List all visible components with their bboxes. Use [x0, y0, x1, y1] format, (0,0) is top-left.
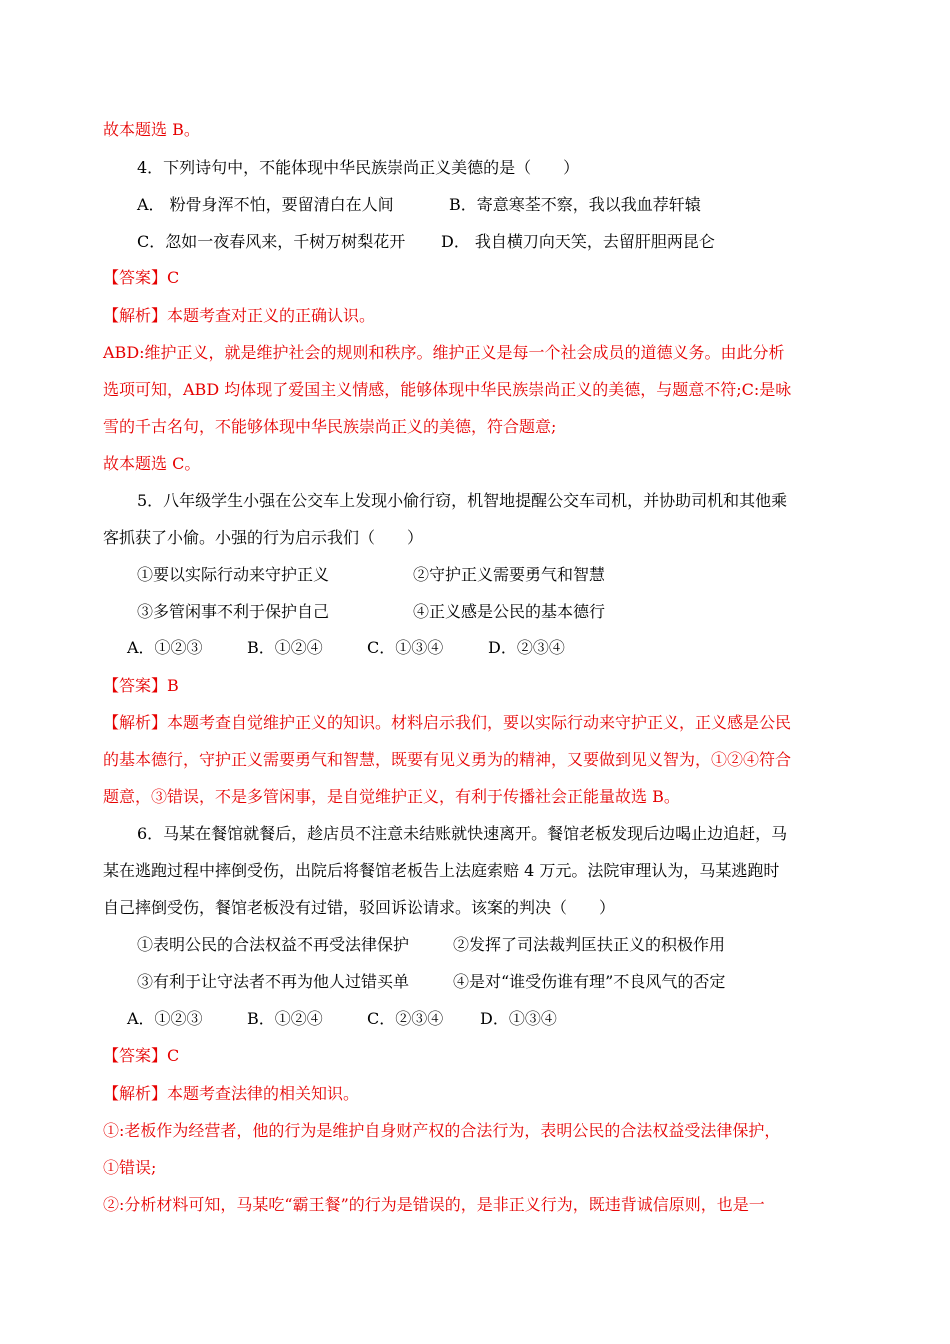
q4-answer: 【答案】C [103, 268, 180, 287]
q5-statement-3: ③多管闲事不利于保护自己 [137, 602, 330, 621]
q5-stem-line-1: 5．八年级学生小强在公交车上发现小偷行窃，机智地提醒公交车司机，并协助司机和其他乘 [137, 491, 788, 510]
q6-stem-line-1: 6．马某在餐馆就餐后，趁店员不注意未结账就快速离开。餐馆老板发现后边喝止边追赶，马 [137, 824, 788, 843]
q5-statement-2: ②守护正义需要勇气和智慧 [413, 565, 606, 584]
q6-statement-3: ③有利于让守法者不再为他人过错买单 [137, 972, 410, 991]
q5-statement-1: ①要以实际行动来守护正义 [137, 565, 330, 584]
q5-analysis-line-1: 【解析】本题考查自觉维护正义的知识。材料启示我们，要以实际行动来守护正义，正义感是公民 [103, 713, 792, 732]
q5-stem-line-2: 客抓获了小偷。小强的行为启示我们（ ） [103, 528, 424, 547]
q6-analysis-line-3: ②:分析材料可知，马某吃“霸王餐”的行为是错误的，是非正义行为，既违背诚信原则，也是一 [103, 1195, 765, 1214]
q4-analysis-line-1: ABD:维护正义，就是维护社会的规则和秩序。维护正义是每一个社会成员的道德义务。由此分析 [103, 343, 785, 362]
q6-statement-4: ④是对“谁受伤谁有理”不良风气的否定 [453, 972, 726, 991]
q5-analysis-line-2: 的基本德行，守护正义需要勇气和智慧，既要有见义勇为的精神，又要做到见义智为，①②④符合 [103, 750, 792, 769]
q4-analysis-heading: 【解析】本题考查对正义的正确认识。 [103, 306, 376, 325]
q4-analysis-line-3: 雪的千古名句，不能够体现中华民族崇尚正义的美德，符合题意; [103, 417, 557, 436]
q6-analysis-line-2: ①错误; [103, 1158, 157, 1177]
previous-conclusion: 故本题选 B。 [103, 120, 200, 139]
q6-stem-line-2: 某在逃跑过程中摔倒受伤，出院后将餐馆老板告上法庭索赔 4 万元。法院审理认为，马某逃跑时 [103, 861, 780, 880]
q6-statement-2: ②发挥了司法裁判匡扶正义的积极作用 [453, 935, 726, 954]
q4-analysis-line-2: 选项可知，ABD 均体现了爱国主义情感，能够体现中华民族崇尚正义的美德，与题意不符;C:是咏 [103, 380, 792, 399]
q5-option-a: A．①②③ [127, 638, 203, 657]
q6-analysis-line-1: ①:老板作为经营者，他的行为是维护自身财产权的合法行为，表明公民的合法权益受法律保护， [103, 1121, 781, 1140]
q5-option-b: B．①②④ [247, 638, 323, 657]
q6-analysis-heading: 【解析】本题考查法律的相关知识。 [103, 1084, 360, 1103]
q6-stem-line-3: 自己摔倒受伤，餐馆老板没有过错，驳回诉讼请求。该案的判决（ ） [103, 898, 616, 917]
q6-option-c: C．②③④ [367, 1009, 444, 1028]
q4-conclusion: 故本题选 C。 [103, 454, 201, 473]
q5-statement-4: ④正义感是公民的基本德行 [413, 602, 606, 621]
q6-statement-1: ①表明公民的合法权益不再受法律保护 [137, 935, 410, 954]
q5-option-c: C．①③④ [367, 638, 444, 657]
q4-option-a: A． 粉骨身浑不怕，要留清白在人间 [137, 195, 394, 214]
q4-option-d: D． 我自横刀向天笑，去留肝胆两昆仑 [441, 232, 715, 251]
q6-option-a: A．①②③ [127, 1009, 203, 1028]
q6-option-d: D．①③④ [480, 1009, 557, 1028]
q4-option-c: C．忽如一夜春风来，千树万树梨花开 [137, 232, 406, 251]
q6-option-b: B．①②④ [247, 1009, 323, 1028]
q4-option-b: B．寄意寒荃不察，我以我血荐轩辕 [449, 195, 701, 214]
q5-answer: 【答案】B [103, 676, 179, 695]
q5-analysis-line-3: 题意，③错误，不是多管闲事，是自觉维护正义，有利于传播社会正能量故选 B。 [103, 787, 680, 806]
q5-option-d: D．②③④ [488, 638, 565, 657]
q6-answer: 【答案】C [103, 1046, 180, 1065]
q4-stem: 4．下列诗句中，不能体现中华民族崇尚正义美德的是（ ） [137, 158, 580, 177]
